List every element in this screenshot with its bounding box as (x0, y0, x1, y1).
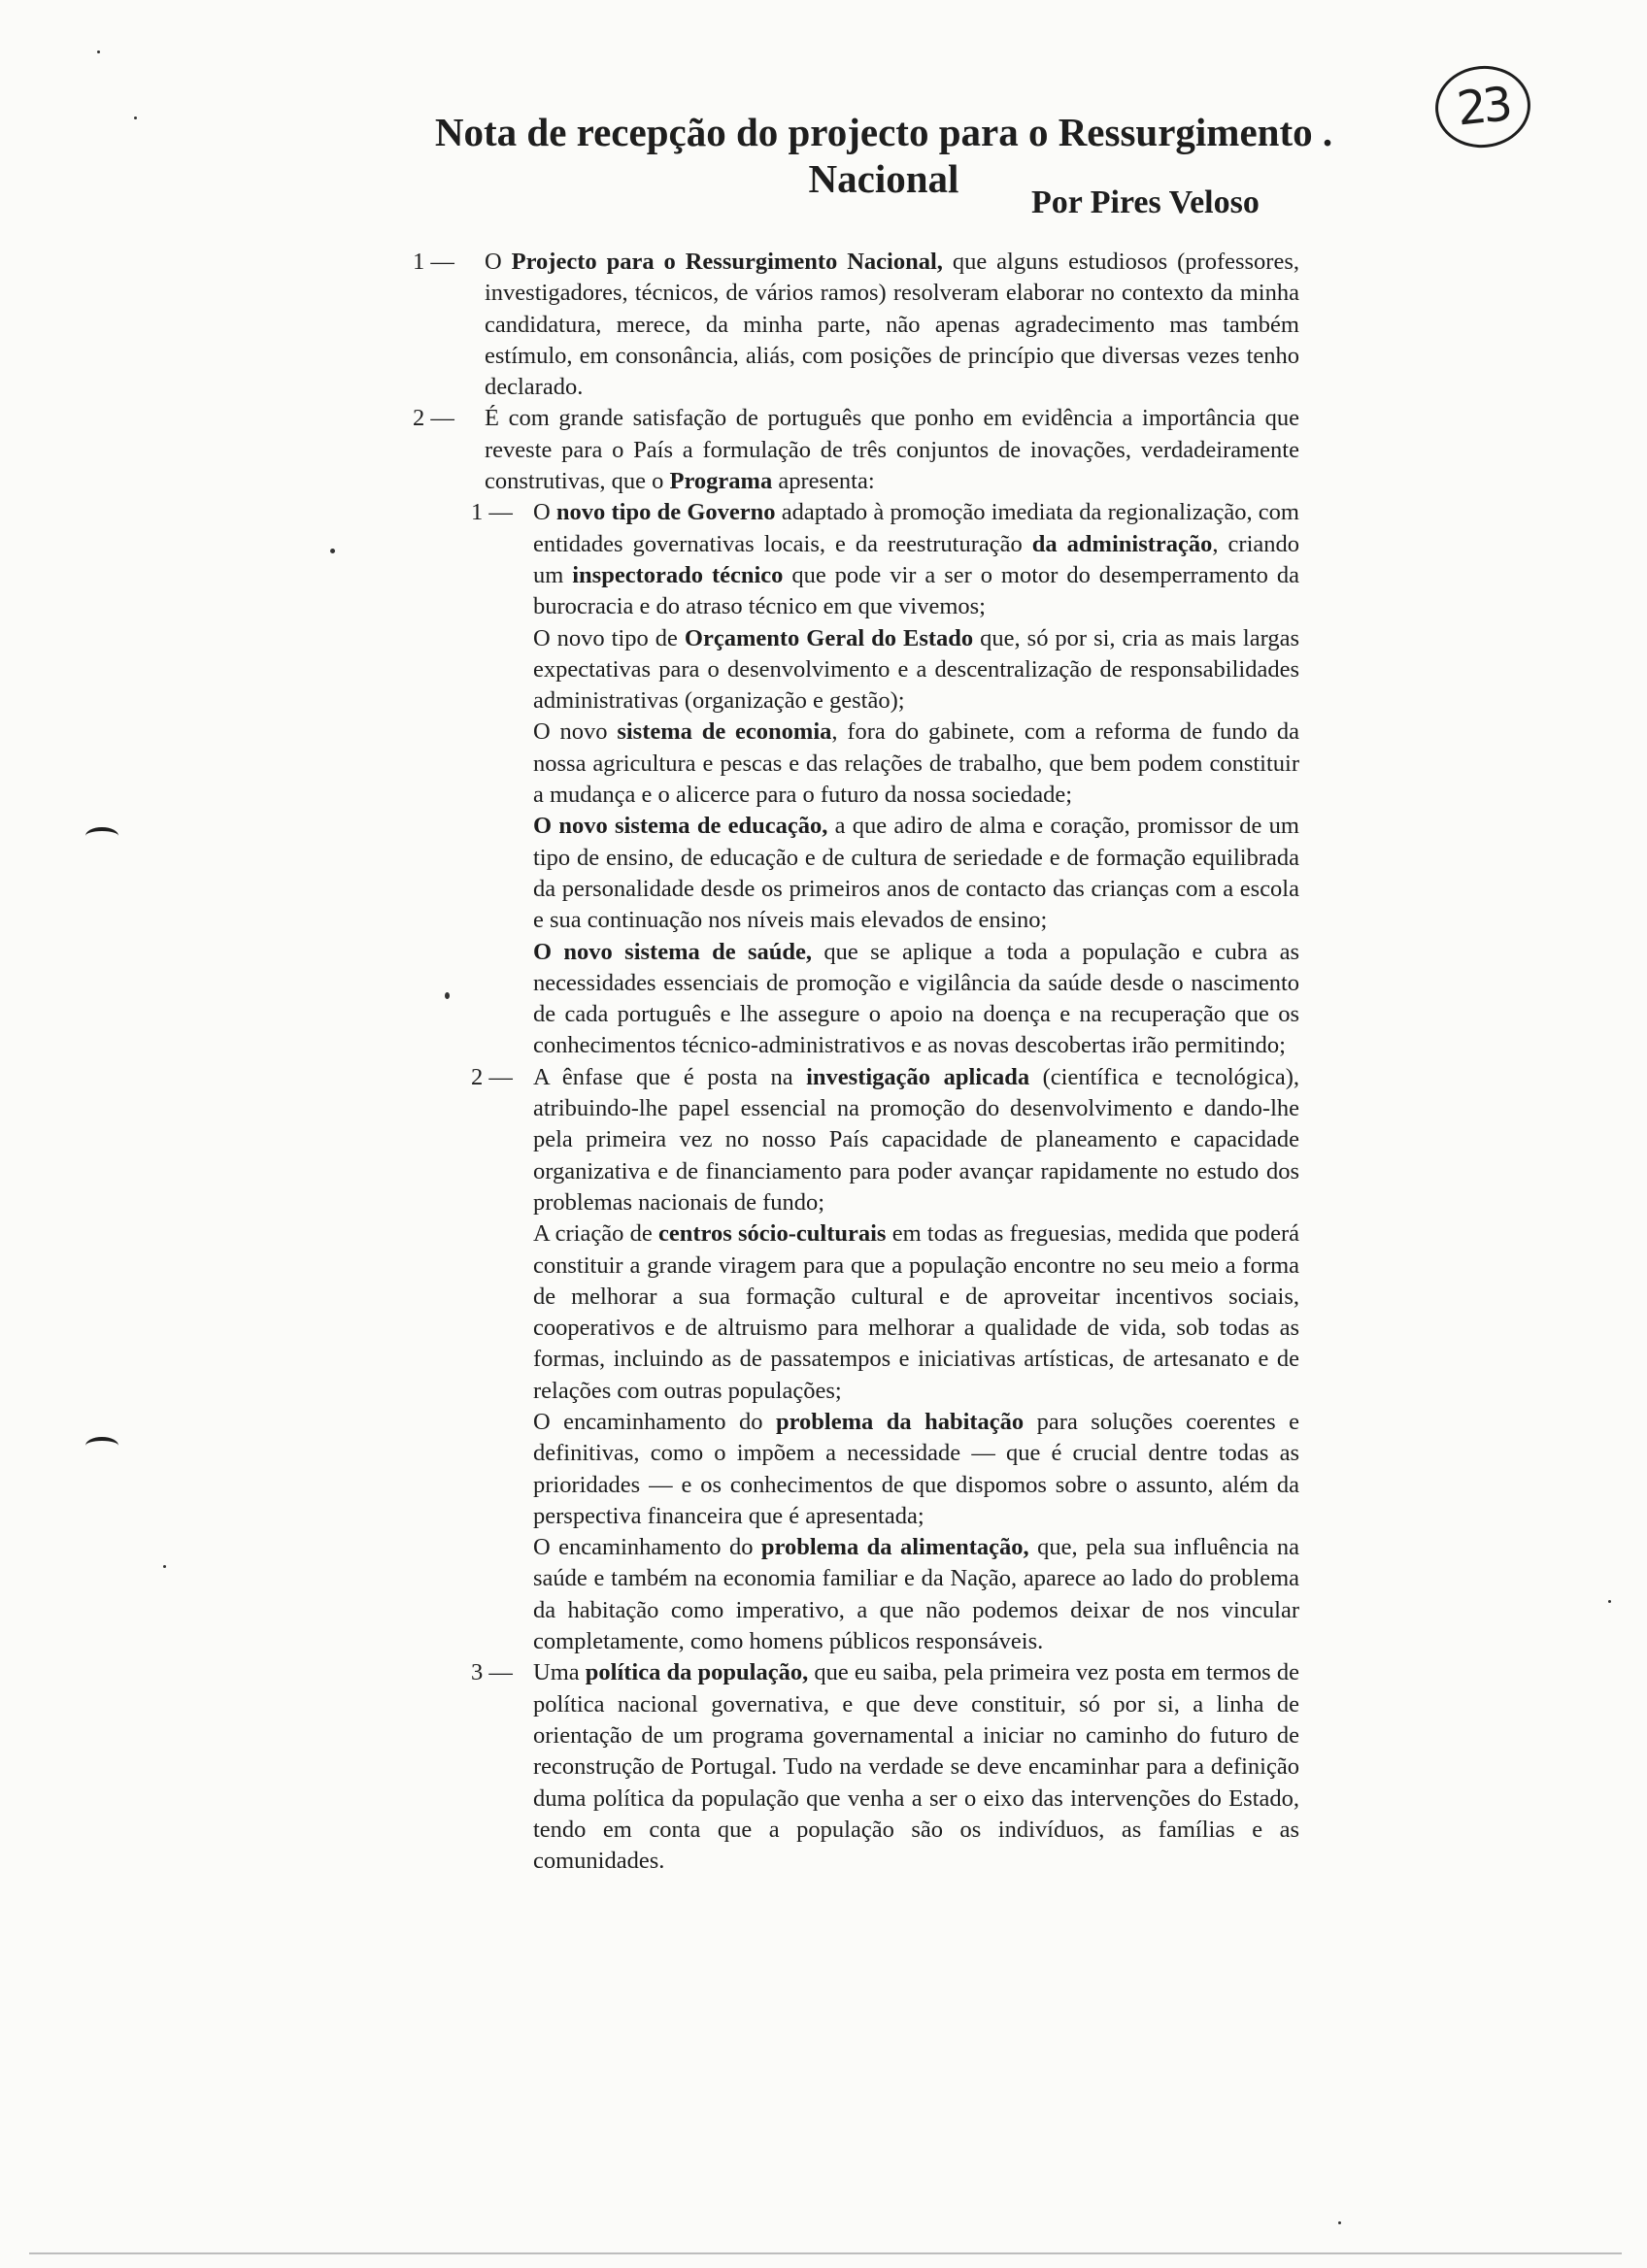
scan-speck (163, 1565, 166, 1568)
document-title: Nota de recepção do projecto para o Ressurgimento . Nacional (434, 110, 1333, 201)
text-run: O encaminhamento do (533, 1408, 776, 1435)
paragraph-alimentacao (533, 1532, 1299, 1657)
section-number: 2 — (413, 405, 454, 432)
text-run: (científica e tecnológica), atribuindo-lhe papel essencial na promoção do desenvolvimento e dando-lhe pela primeira vez no nosso País capacidade de planeamento e capacidade organizativa e de financiamento para poder avançar rapidamente no estudo dos problemas nacionais de fundo; (533, 1063, 1300, 1216)
text-run: que eu saiba, pela primeira vez posta em termos de política nacional governativa, e que deve constituir, só por si, a linha de orientação de um programa governamental a iniciar no caminho do futuro de reconstrução de Portugal. Tudo na verdade se deve encaminhar para a definição duma política da população que venha a ser o eixo das intervenções do Estado, tendo em conta que a população são os indivíduos, as famílias e as comunidades. (533, 1659, 1299, 1875)
scan-speck (1608, 1600, 1611, 1603)
paragraph-habitacao (533, 1407, 1299, 1532)
paragraph-saude (533, 937, 1299, 1062)
text-run: É com grande satisfação de português que ponho em evidência a importância que reveste para o País a formulação de três conjuntos de inovações, verdadeiramente construtivas, que o (485, 405, 1299, 495)
subsection-1 (413, 497, 1299, 1061)
text-run: que, pela sua influência na saúde e também na economia familiar e da Nação, aparece ao lado do problema da habitação como imperativo, a que não podemos deixar de nos vincular completamente, como homens públicos responsáveis. (533, 1534, 1299, 1655)
scan-speck (1338, 2221, 1341, 2224)
text-run: a que adiro de alma e coração, promissor de um tipo de ensino, de educação e de cultura de seriedade e de formação equilibrada da personalidade desde os primeiros anos de contacto das crianças com a escola e sua continuação nos níveis mais elevados de ensino; (533, 813, 1299, 934)
bold-term: O novo sistema de educação, (533, 813, 828, 840)
text-run: que se aplique a toda a população e cubra as necessidades essenciais de promoção e vigilância da saúde desde o nascimento de cada português e lhe assegure o apoio na doença e na recuperação que os conhecimentos técnico-administrativos e as novas descobertas irão permitindo; (533, 938, 1299, 1059)
text-run: , fora do gabinete, com a reforma de fundo da nossa agricultura e pescas e das relações de trabalho, que bem podem constituir a mudança e o alicerce para o futuro da nossa sociedade; (533, 718, 1299, 809)
bold-term: novo tipo de Governo (555, 499, 776, 526)
text-run: A ênfase que é posta na (533, 1063, 807, 1090)
bold-term: Projecto para o Ressurgimento Nacional, (511, 249, 943, 275)
subsection-number: 3 — (471, 1659, 513, 1686)
author-byline: Por Pires Veloso (1031, 184, 1260, 220)
text-run: para soluções coerentes e definitivas, como o impõem a necessidade — que é crucial dentre todas as prioridades — e os conhecimentos de que dispomos sobre o assunto, além da perspectiva financeira que é apresentada; (533, 1408, 1300, 1529)
text-run: que, só por si, cria as mais largas expectativas para o desenvolvimento e a descentralização de responsabilidades administrativas (organização e gestão); (533, 624, 1299, 715)
bold-term: centros sócio-culturais (658, 1220, 887, 1248)
section-number: 1 — (413, 249, 454, 275)
bold-term: Programa (669, 468, 773, 495)
scan-edge-line (29, 2252, 1622, 2254)
section-text (485, 247, 1299, 403)
bold-term: problema da habitação (775, 1408, 1025, 1435)
bold-term: Orçamento Geral do Estado (684, 624, 974, 651)
subsection-2 (413, 1062, 1299, 1658)
text-run: O novo (533, 718, 618, 746)
text-run: que pode vir a ser o motor do desemperramento da burocracia e do atraso técnico em que vivemos; (533, 561, 1299, 620)
paragraph-educacao (533, 811, 1299, 936)
bold-term: O novo sistema de saúde, (533, 938, 813, 965)
paragraph-populacao (533, 1657, 1299, 1877)
paragraph-orcamento (533, 623, 1299, 717)
text-run: O novo tipo de (533, 624, 685, 651)
subsection-number: 2 — (471, 1063, 513, 1090)
text-run: apresenta: (772, 468, 875, 495)
bold-term: da administração (1031, 530, 1213, 557)
paragraph-investigacao (533, 1062, 1299, 1218)
text-run: , criando um (533, 530, 1300, 588)
text-run: adaptado à promoção imediata da regionalização, com entidades governativas locais, e da reestruturação (533, 499, 1299, 557)
scan-speck (330, 549, 335, 553)
section-text (485, 403, 1299, 497)
text-run: O encaminhamento do (533, 1534, 761, 1561)
bold-term: sistema de economia (617, 718, 832, 746)
text-run: que alguns estudiosos (professores, investigadores, técnicos, de vários ramos) resolveram elaborar no contexto da minha candidatura, merece, da minha parte, não apenas agradecimento mas também estímulo, em consonância, aliás, com posições de princípio que diversas vezes tenho declarado. (485, 249, 1300, 401)
text-run: O (485, 249, 512, 275)
paragraph-centros (533, 1218, 1299, 1407)
paragraph-governo (533, 497, 1299, 622)
bold-term: problema da alimentação, (760, 1534, 1029, 1561)
scan-speck (97, 50, 100, 53)
text-run: A criação de (533, 1220, 658, 1248)
subsection-3 (413, 1657, 1299, 1877)
document-body (413, 247, 1299, 1877)
subsection-number: 1 — (471, 499, 513, 526)
page-number-stamp: 23 (1431, 61, 1534, 152)
bold-term: investigação aplicada (806, 1063, 1030, 1090)
text-run: O (533, 499, 556, 526)
bold-term: inspectorado técnico (572, 561, 784, 588)
text-run: Uma (533, 1659, 586, 1686)
section-1 (413, 247, 1299, 403)
scan-mark (85, 827, 118, 845)
text-run: em todas as freguesias, medida que poderá constituir a grande viragem para que a população encontre no seu meio a forma de melhorar a sua formação cultural e de aproveitar incentivos sociais, cooperativos e de altruismo para melhorar a qualidade de vida, sob todas as formas, incluindo as de passatempos e iniciativas artísticas, de artesanato e de relações com outras populações; (533, 1220, 1299, 1404)
section-2 (413, 403, 1299, 497)
scan-speck (134, 117, 137, 119)
paragraph-economia (533, 717, 1299, 811)
scan-mark (85, 1437, 118, 1454)
bold-term: política da população, (585, 1659, 809, 1686)
